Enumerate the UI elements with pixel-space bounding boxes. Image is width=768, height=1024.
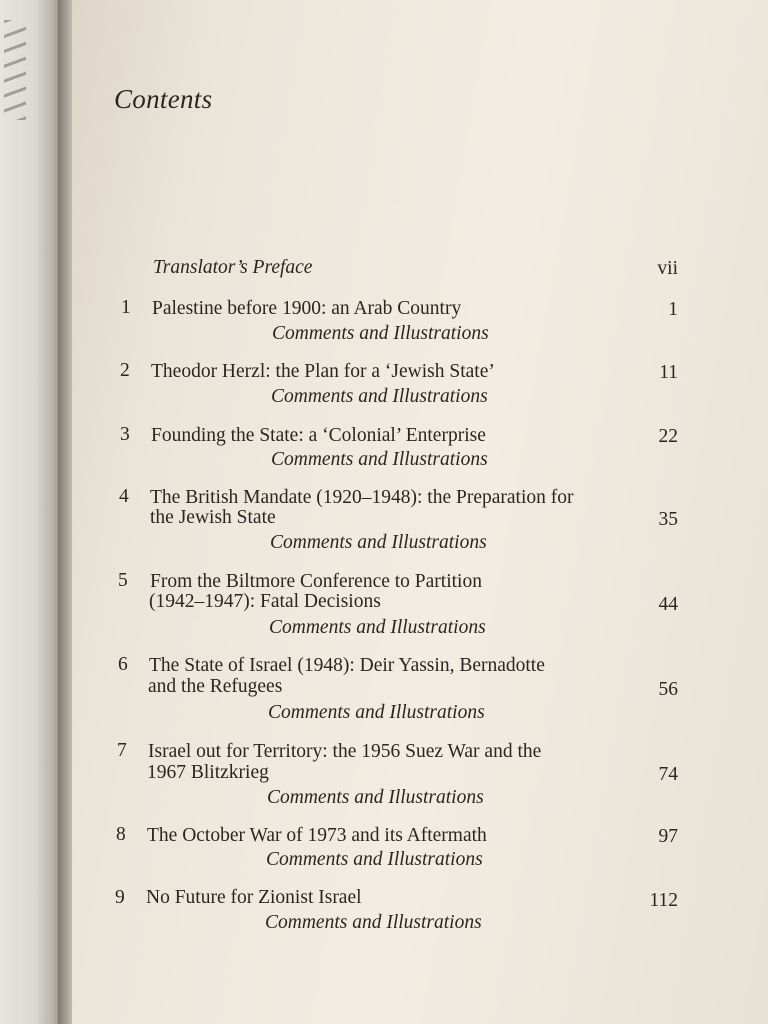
page-title: Contents: [114, 84, 213, 114]
chapter-title-line-2: and the Refugees: [148, 676, 283, 697]
chapter-title-line-2: the Jewish State: [150, 507, 276, 528]
chapter-subtitle: Comments and Illustrations: [268, 702, 485, 723]
chapter-number: 8: [116, 824, 126, 845]
chapter-subtitle: Comments and Illustrations: [270, 532, 487, 553]
chapter-page: 97: [658, 826, 678, 847]
chapter-page: 11: [659, 362, 678, 383]
chapter-page: 22: [658, 426, 678, 447]
chapter-title-line-1: The British Mandate (1920–1948): the Preparation for: [150, 487, 574, 508]
preface-page: vii: [657, 258, 678, 279]
chapter-subtitle: Comments and Illustrations: [271, 449, 488, 470]
chapter-number: 5: [118, 570, 128, 591]
chapter-subtitle: Comments and Illustrations: [267, 787, 484, 808]
chapter-number: 6: [118, 654, 128, 675]
chapter-page: 56: [658, 679, 678, 700]
chapter-subtitle: Comments and Illustrations: [272, 323, 489, 344]
chapter-title-line-1: From the Biltmore Conference to Partition: [150, 571, 482, 592]
chapter-title: Founding the State: a ‘Colonial’ Enterprise: [151, 425, 486, 446]
chapter-number: 1: [121, 297, 131, 318]
chapter-page: 74: [658, 764, 678, 785]
chapter-number: 2: [120, 360, 130, 381]
chapter-number: 4: [119, 486, 129, 507]
chapter-title-line-1: Israel out for Territory: the 1956 Suez War and the: [148, 741, 542, 762]
chapter-title: No Future for Zionist Israel: [146, 887, 362, 908]
chapter-page: 35: [658, 509, 678, 530]
preface-title: Translator’s Preface: [153, 257, 313, 278]
chapter-subtitle: Comments and Illustrations: [271, 386, 488, 407]
chapter-subtitle: Comments and Illustrations: [265, 912, 482, 933]
chapter-page: 44: [658, 594, 678, 615]
chapter-title: Theodor Herzl: the Plan for a ‘Jewish State’: [151, 361, 495, 382]
chapter-page: 1: [668, 299, 678, 320]
chapter-title-line-2: 1967 Blitzkrieg: [147, 762, 269, 783]
chapter-number: 9: [115, 887, 125, 908]
chapter-title-line-1: The State of Israel (1948): Deir Yassin, Bernadotte: [149, 655, 545, 676]
chapter-number: 3: [120, 424, 130, 445]
chapter-number: 7: [117, 740, 127, 761]
chapter-title-line-2: (1942–1947): Fatal Decisions: [149, 591, 381, 612]
chapter-page: 112: [649, 890, 678, 911]
chapter-title: The October War of 1973 and its Aftermath: [147, 825, 487, 846]
chapter-subtitle: Comments and Illustrations: [269, 617, 486, 638]
chapter-subtitle: Comments and Illustrations: [266, 849, 483, 870]
chapter-title: Palestine before 1900: an Arab Country: [152, 298, 462, 319]
